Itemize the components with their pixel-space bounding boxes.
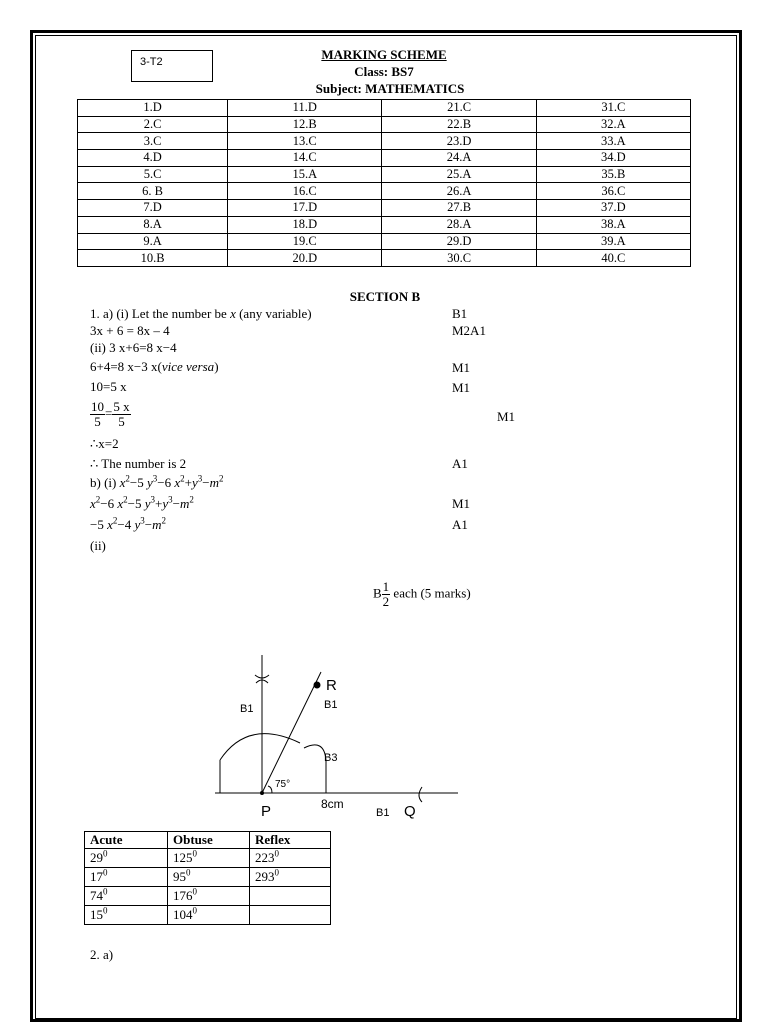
- half-fraction: [382, 580, 391, 609]
- q1a-line-4: 6+4=8 x−3 x(vice versa): [90, 359, 219, 374]
- mark-label: A1: [452, 517, 468, 532]
- label-p: P: [261, 803, 272, 820]
- q1a-line-2: 3x + 6 = 8x – 4: [90, 323, 170, 338]
- arc-mark-q: [419, 787, 422, 802]
- answer-cell: 10.B: [78, 250, 228, 267]
- angle-cell: $29^0$: [85, 849, 168, 868]
- q1b-line-2: $x^2-6$ $x^2-5$ $y^3+y^3-m^2$: [90, 494, 194, 511]
- mark-label: M1: [452, 360, 471, 375]
- angle-cell: $17^0$: [85, 868, 168, 887]
- q2a-label: 2. a): [90, 947, 114, 962]
- fraction-right: [112, 400, 130, 429]
- point-r-dot: [314, 682, 321, 689]
- fraction-denominator: 5: [118, 414, 125, 429]
- mark-label: M2A1: [452, 323, 486, 338]
- answer-cell: 19.C: [228, 233, 382, 250]
- half-mark-suffix: each (5 marks): [390, 585, 471, 601]
- answer-cell: 1.D: [78, 100, 228, 117]
- answer-cell: 40.C: [536, 250, 690, 267]
- answer-cell: 33.A: [536, 133, 690, 150]
- answer-cell: 37.D: [536, 200, 690, 217]
- q1a-line-4-equation: 6+4=8 x−3 x: [90, 359, 158, 374]
- table-row: [78, 183, 691, 200]
- q1a-ii-equation: 3 x+6=8 x−4: [109, 340, 177, 355]
- angle-cell: $104^0$: [168, 906, 250, 925]
- answer-cell: 29.D: [382, 233, 536, 250]
- construction-diagram: [200, 650, 470, 825]
- angle-cell: $74^0$: [85, 887, 168, 906]
- answer-cell: 23.D: [382, 133, 536, 150]
- table-row: [78, 216, 691, 233]
- point-p-dot: [260, 791, 264, 795]
- mark-label: A1: [452, 456, 468, 471]
- label-b1-bottom: B1: [376, 807, 390, 819]
- angle-classification-table: [84, 831, 331, 925]
- answer-cell: 9.A: [78, 233, 228, 250]
- angle-cell: $293^0$: [250, 868, 331, 887]
- mark-label: B1: [452, 306, 468, 321]
- table-row: [78, 150, 691, 167]
- fraction-numerator: 10: [91, 399, 104, 414]
- number-result-line: ∴ The number is 2: [90, 456, 187, 471]
- fraction-denominator: 5: [94, 414, 101, 429]
- arc-right: [304, 745, 326, 793]
- table-row: [85, 849, 331, 868]
- fraction-numerator: 5 x: [113, 399, 130, 414]
- mark-label: M1: [497, 409, 516, 424]
- answer-cell: 21.C: [382, 100, 536, 117]
- answer-cell: 3.C: [78, 133, 228, 150]
- angle-cell: $176^0$: [168, 887, 250, 906]
- table-row: [78, 133, 691, 150]
- answer-cell: 34.D: [536, 150, 690, 167]
- label-length: 8cm: [321, 797, 344, 811]
- document-title: [0, 47, 768, 63]
- answer-cell: 26.A: [382, 183, 536, 200]
- table-header-row: [85, 832, 331, 849]
- answer-cell: 35.B: [536, 166, 690, 183]
- q1a-line-1-text: 1. a) (i) Let the number be: [90, 306, 231, 321]
- table-row: [85, 906, 331, 925]
- equals-sign: =: [105, 405, 113, 421]
- answer-cell: 24.A: [382, 150, 536, 167]
- angle-cell: $95^0$: [168, 868, 250, 887]
- answer-cell: 4.D: [78, 150, 228, 167]
- answer-cell: 25.A: [382, 166, 536, 183]
- answer-cell: 12.B: [228, 116, 382, 133]
- answer-cell: 27.B: [382, 200, 536, 217]
- q1a-line-5: 10=5 x: [90, 379, 127, 394]
- mark-label: M1: [452, 380, 471, 395]
- label-r: R: [326, 677, 337, 694]
- angle-cell: [250, 906, 331, 925]
- q1b-ii-label: (ii): [90, 538, 106, 553]
- q1a-line-1: [90, 306, 312, 322]
- half-mark-prefix: B: [373, 585, 382, 601]
- column-header: Acute: [85, 832, 168, 849]
- label-q: Q: [404, 803, 416, 820]
- table-row: [78, 100, 691, 117]
- answer-cell: 28.A: [382, 216, 536, 233]
- document-title-text: MARKING SCHEME: [321, 47, 447, 62]
- answer-cell: 18.D: [228, 216, 382, 233]
- column-header: Reflex: [250, 832, 331, 849]
- answer-cell: 38.A: [536, 216, 690, 233]
- answer-cell: 17.D: [228, 200, 382, 217]
- answer-cell: 6. B: [78, 183, 228, 200]
- answer-cell: 31.C: [536, 100, 690, 117]
- q1b-line-3: −5 $x^2-4$ $y^3-m^2$: [90, 515, 166, 532]
- answer-key-table: [77, 99, 691, 267]
- answer-cell: 7.D: [78, 200, 228, 217]
- answer-cell: 39.A: [536, 233, 690, 250]
- answer-cell: 32.A: [536, 116, 690, 133]
- table-row: [78, 233, 691, 250]
- table-row: [78, 200, 691, 217]
- fraction-left: [90, 400, 105, 429]
- paper-code: 3-T2: [140, 56, 163, 68]
- half-mark-line: [373, 580, 471, 609]
- table-row: [78, 166, 691, 183]
- answer-cell: 14.C: [228, 150, 382, 167]
- angle-cell: $15^0$: [85, 906, 168, 925]
- answer-cell: 13.C: [228, 133, 382, 150]
- q1b-label: b) (i): [90, 475, 120, 490]
- table-row: [85, 868, 331, 887]
- answer-cell: 20.D: [228, 250, 382, 267]
- label-b1-left: B1: [240, 703, 254, 715]
- mark-label: M1: [452, 496, 471, 511]
- section-heading: SECTION B: [349, 289, 421, 304]
- answer-cell: 15.A: [228, 166, 382, 183]
- answer-cell: 16.C: [228, 183, 382, 200]
- answer-cell: 22.B: [382, 116, 536, 133]
- table-row: [85, 887, 331, 906]
- answer-cell: 5.C: [78, 166, 228, 183]
- answer-cell: 30.C: [382, 250, 536, 267]
- q1a-variable: x: [230, 306, 236, 321]
- subject-line: Subject: MATHEMATICS: [315, 81, 465, 96]
- answer-cell: 2.C: [78, 116, 228, 133]
- q1a-line-4-note: vice versa: [161, 359, 215, 374]
- fraction-denominator: 2: [382, 594, 390, 609]
- answer-cell: 11.D: [228, 100, 382, 117]
- angle-cell: $223^0$: [250, 849, 331, 868]
- ray-pr: [262, 672, 321, 793]
- answer-cell: 36.C: [536, 183, 690, 200]
- table-row: [78, 116, 691, 133]
- class-line: Class: BS7: [354, 64, 414, 79]
- q1a-ii-label: (ii): [90, 340, 110, 355]
- q1a-line-1-note: (any variable): [235, 306, 312, 321]
- q1a-fraction-line: [90, 400, 131, 429]
- therefore-line: ∴x=2: [90, 436, 119, 451]
- angle-cell: [250, 887, 331, 906]
- q1a-ii-line: [90, 340, 177, 356]
- label-angle: 75°: [275, 779, 291, 790]
- label-b1-right: B1: [324, 699, 338, 711]
- fraction-numerator: 1: [382, 579, 390, 594]
- q1b-line-1: b) (i) $x^2-5$ $y^3-6$ $x^2+y^3-m^2$: [90, 473, 224, 490]
- answer-cell: 8.A: [78, 216, 228, 233]
- label-b3: B3: [324, 752, 338, 764]
- table-row: [78, 250, 691, 267]
- angle-arc: [268, 786, 272, 793]
- column-header: Obtuse: [168, 832, 250, 849]
- angle-cell: $125^0$: [168, 849, 250, 868]
